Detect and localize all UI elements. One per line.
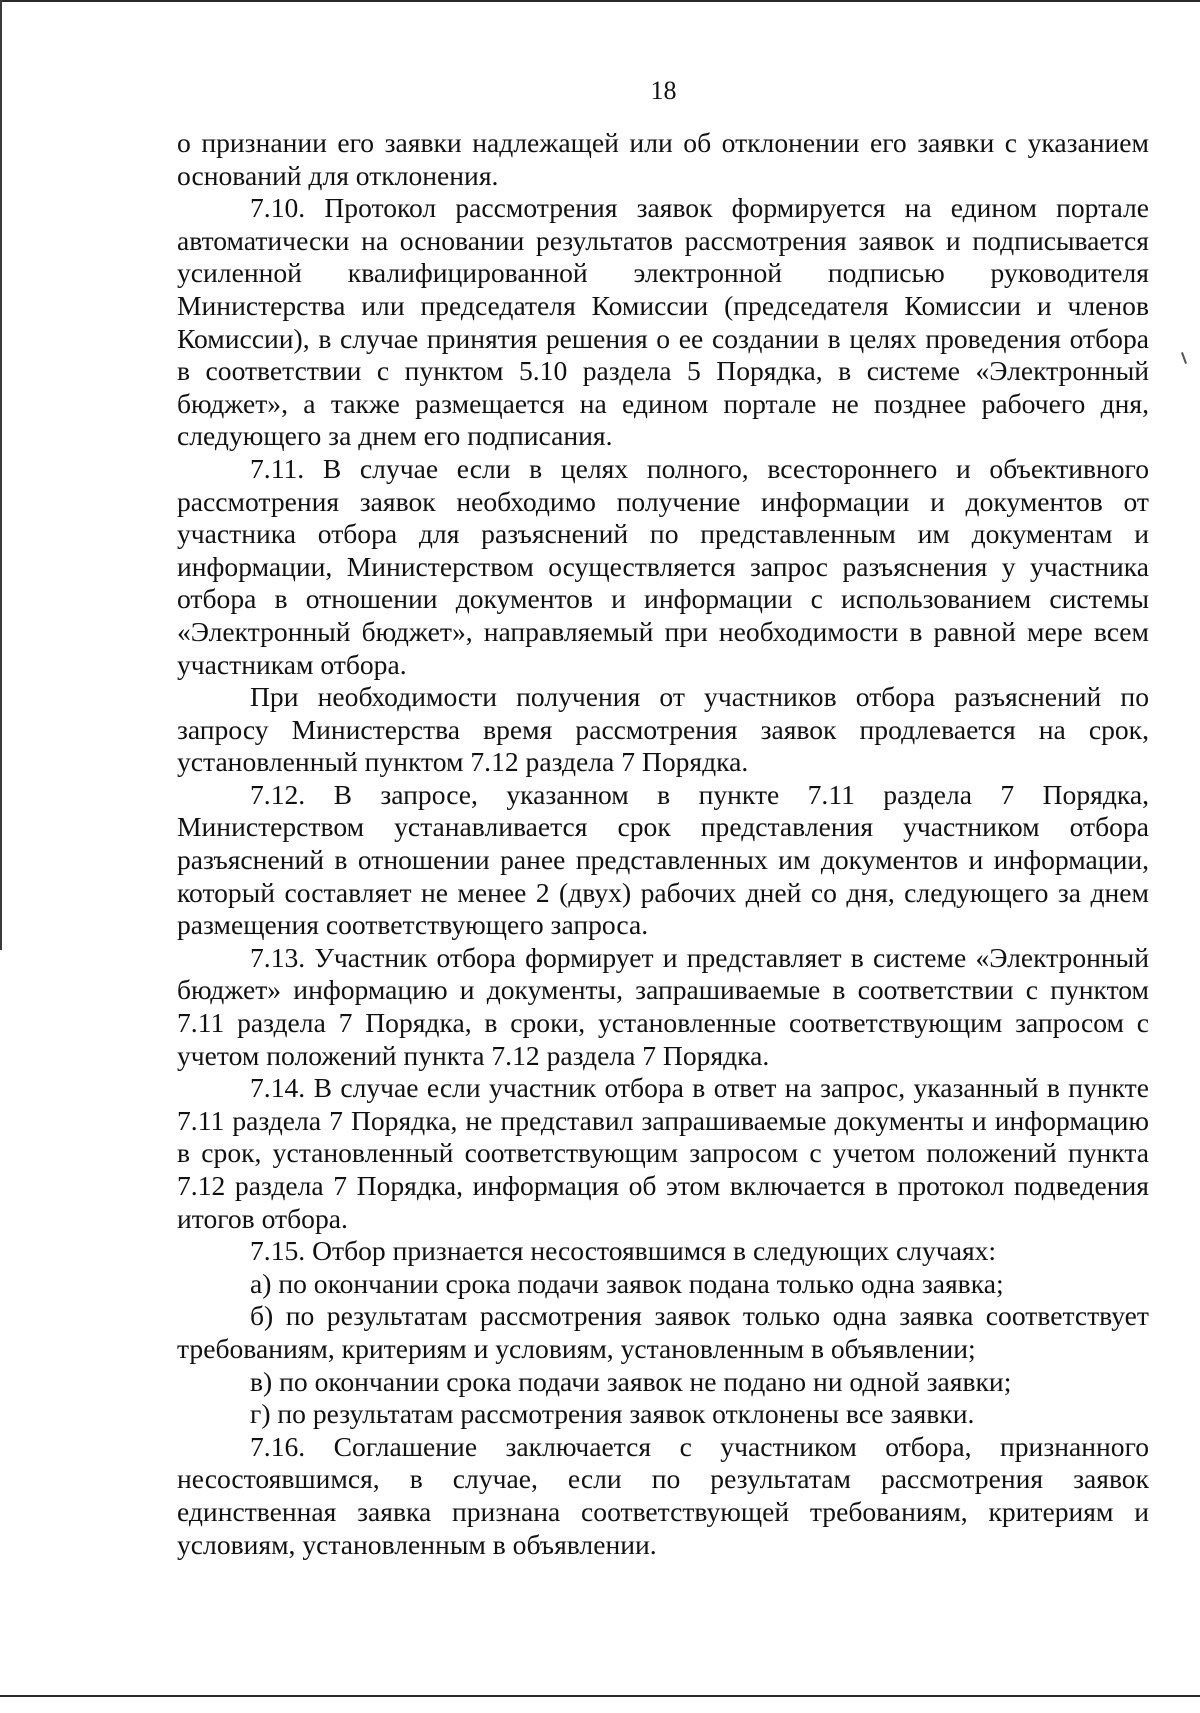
scan-left-border (0, 0, 2, 950)
scan-speck (1181, 352, 1187, 364)
paragraph-7-10: 7.10. Протокол рассмотрения заявок формируется на едином портале автоматически на основании результатов рассмотрения заявок и подписывается усиленной квалифицированной электронной подписью руководителя Министерства или председателя Комиссии (председателя Комиссии и членов Комиссии), в случае принятия решения о ее создании в целях проведения отбора в соответствии с пунктом 5.10 раздела 5 Порядка, в системе «Электронный бюджет», а также размещается на едином портале не позднее рабочего дня, следующего за днем его подписания. (177, 192, 1149, 452)
paragraph-7-15: 7.15. Отбор признается несостоявшимся в следующих случаях: (250, 1235, 997, 1267)
paragraph-7-16: 7.16. Соглашение заключается с участником отбора, признанного несостоявшимся, в случае, если по результатам рассмотрения заявок единственная заявка признана соответствующей требованиям, критериям и условиям, установленным в объявлении. (177, 1430, 1149, 1560)
paragraph-7-13: 7.13. Участник отбора формирует и представляет в системе «Электронный бюджет» информацию и документы, запрашиваемые в соответствии с пунктом 7.11 раздела 7 Порядка, в сроки, установленные соответствующим запросом с учетом положений пункта 7.12 раздела 7 Порядка. (177, 941, 1149, 1071)
paragraph-7-14: 7.14. В случае если участник отбора в ответ на запрос, указанный в пункте 7.11 раздела 7 Порядка, не представил запрашиваемые документы и информацию в срок, установленный соответствующим запросом с учетом положений пункта 7.12 раздела 7 Порядка, информация об этом включается в протокол подведения итогов отбора. (177, 1072, 1149, 1234)
paragraph-7-12: 7.12. В запросе, указанном в пункте 7.11 раздела 7 Порядка, Министерством устанавливается срок представления участником отбора разъяснений в отношении ранее представленных им документов и информации, который составляет не менее 2 (двух) рабочих дней со дня, следующего за днем размещения соответствующего запроса. (177, 778, 1149, 941)
document-body (177, 127, 1149, 1561)
list-item-a: а) по окончании срока подачи заявок подана только одна заявка; (250, 1267, 1004, 1299)
list-item-v: в) по окончании срока подачи заявок не подано ни одной заявки; (250, 1365, 1012, 1397)
scan-bottom-border (0, 1695, 1200, 1697)
scan-top-border (0, 0, 1200, 2)
page-number: 18 (650, 76, 677, 105)
paragraph-clarification-extension: При необходимости получения от участников отбора разъяснений по запросу Министерства время рассмотрения заявок продлевается на срок, установленный пунктом 7.12 раздела 7 Порядка. (177, 681, 1149, 778)
paragraph-7-11: 7.11. В случае если в целях полного, всестороннего и объективного рассмотрения заявок необходимо получение информации и документов от участника отбора для разъяснений по представленным им документам и информации, Министерством осуществляется запрос разъяснения у участника отбора в отношении документов и информации с использованием системы «Электронный бюджет», направляемый при необходимости в равной мере всем участникам отбора. (177, 452, 1149, 680)
list-item-g: г) по результатам рассмотрения заявок отклонены все заявки. (250, 1398, 975, 1430)
paragraph-continuation: о признании его заявки надлежащей или об отклонении его заявки с указанием оснований для отклонения. (177, 127, 1149, 191)
list-item-b: б) по результатам рассмотрения заявок только одна заявка соответствует требованиям, критериям и условиям, установленным в объявлении; (177, 1300, 1149, 1364)
